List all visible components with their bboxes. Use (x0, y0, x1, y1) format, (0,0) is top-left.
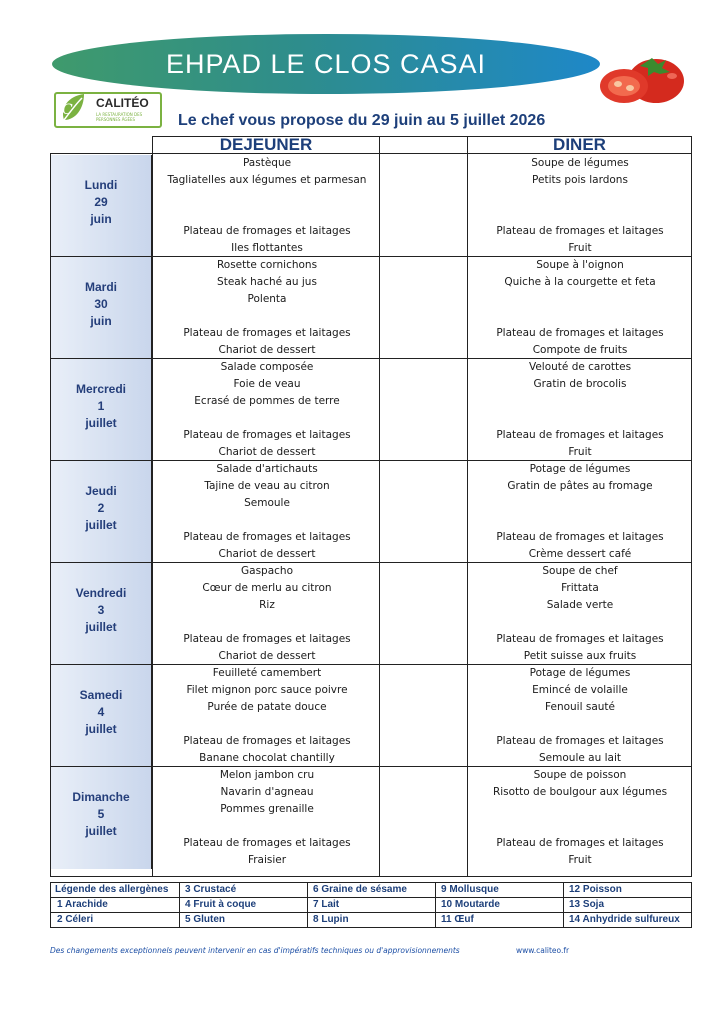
lunch-dish: Pastèque (242, 157, 292, 169)
dinner-header: DINER (553, 135, 606, 154)
svg-text:C: C (62, 102, 73, 118)
day-label (51, 767, 152, 869)
day-month: juillet (85, 722, 117, 736)
day-row (51, 767, 691, 869)
dinner-dish: Quiche à la courgette et feta (504, 276, 656, 288)
dinner-dish: Gratin de brocolis (533, 378, 627, 390)
day-name: Vendredi (75, 586, 127, 600)
dinner-dish: Soupe à l'oignon (536, 259, 624, 271)
dinner-dish: Gratin de pâtes au fromage (507, 480, 653, 492)
allergen-item: 10 Moutarde (441, 899, 500, 910)
dinner-dish: Fenouil sauté (545, 701, 615, 713)
allergen-item: 2 Céleri (57, 914, 94, 925)
day-num: 1 (97, 399, 105, 413)
dinner-dish: Soupe de chef (542, 565, 618, 577)
day-num: 2 (97, 501, 105, 515)
leaf-icon (56, 90, 92, 126)
day-label (51, 155, 152, 256)
day-month: juillet (85, 620, 117, 634)
dinner-dish: Plateau de fromages et laitages (496, 633, 664, 645)
footer-note: Des changements exceptionnels peuvent intervenir en cas d'impératifs techniques ou d'approvisionnements (50, 946, 460, 955)
day-row (51, 461, 691, 563)
dinner-dish: Velouté de carottes (528, 361, 632, 373)
column-divider (691, 136, 692, 876)
allergen-legend (50, 882, 692, 928)
lunch-dish: Filet mignon porc sauce poivre (186, 684, 348, 696)
lunch-dish: Melon jambon cru (219, 769, 315, 781)
lunch-dish: Chariot de dessert (218, 548, 316, 560)
day-month: juin (90, 314, 112, 328)
dinner-dish: Plateau de fromages et laitages (496, 225, 664, 237)
allergen-item: 12 Poisson (569, 884, 622, 895)
dinner-dish: Plateau de fromages et laitages (496, 429, 664, 441)
dinner-dish: Potage de légumes (529, 667, 631, 679)
lunch-dish: Salade composée (220, 361, 314, 373)
dinner-dish: Plateau de fromages et laitages (496, 327, 664, 339)
lunch-dish: Banane chocolat chantilly (199, 752, 335, 764)
dinner-dish: Crème dessert café (528, 548, 632, 560)
allergen-item: 14 Anhydride sulfureux (569, 914, 680, 925)
lunch-dish: Foie de veau (233, 378, 301, 390)
lunch-dish: Gaspacho (241, 565, 293, 577)
lunch-dish: Iles flottantes (231, 242, 303, 254)
allergen-item: 9 Mollusque (441, 884, 499, 895)
lunch-dish: Chariot de dessert (218, 344, 316, 356)
lunch-dish: Plateau de fromages et laitages (183, 327, 351, 339)
lunch-dish: Plateau de fromages et laitages (183, 225, 351, 237)
day-month: juillet (85, 518, 117, 532)
allergen-item: 6 Graine de sésame (313, 884, 407, 895)
lunch-dish: Feuilleté camembert (212, 667, 322, 679)
allergen-item: 4 Fruit à coque (185, 899, 257, 910)
legend-divider (563, 883, 564, 927)
column-divider (379, 136, 380, 876)
day-row (51, 665, 691, 767)
day-num: 30 (94, 297, 108, 311)
day-label (51, 359, 152, 460)
lunch-dish: Polenta (247, 293, 287, 305)
allergen-item: 11 Œuf (441, 914, 474, 925)
column-divider (152, 136, 153, 876)
day-row (51, 563, 691, 665)
dinner-dish: Semoule au lait (539, 752, 621, 764)
dinner-dish: Fruit (568, 854, 592, 866)
legend-divider (179, 883, 180, 927)
dinner-dish: Soupe de légumes (531, 157, 629, 169)
day-month: juin (90, 212, 112, 226)
lunch-header: DEJEUNER (219, 135, 313, 154)
lunch-dish: Plateau de fromages et laitages (183, 633, 351, 645)
lunch-dish: Chariot de dessert (218, 446, 316, 458)
allergen-item: 7 Lait (313, 899, 340, 910)
lunch-dish: Rosette cornichons (216, 259, 318, 271)
lunch-dish: Chariot de dessert (218, 650, 316, 662)
day-name: Samedi (79, 688, 123, 702)
lunch-dish: Plateau de fromages et laitages (183, 735, 351, 747)
legend-divider (307, 883, 308, 927)
allergen-item: 8 Lupin (313, 914, 349, 925)
day-label (51, 665, 152, 766)
day-name: Dimanche (72, 790, 130, 804)
dinner-dish: Compote de fruits (532, 344, 628, 356)
lunch-dish: Riz (259, 599, 275, 611)
day-num: 29 (94, 195, 108, 209)
column-divider (467, 136, 468, 876)
lunch-dish: Plateau de fromages et laitages (183, 837, 351, 849)
lunch-dish: Salade d'artichauts (216, 463, 318, 475)
day-name: Mercredi (75, 382, 127, 396)
allergen-item: 13 Soja (569, 899, 605, 910)
lunch-dish: Cœur de merlu au citron (202, 582, 332, 594)
allergen-item: 1 Arachide (57, 899, 108, 910)
lunch-dish: Plateau de fromages et laitages (183, 429, 351, 441)
logo-tagline: LA RESTAURATION DES PERSONNES ÂGÉES (96, 112, 143, 122)
legend-title: Légende des allergènes (55, 884, 169, 895)
footer-website[interactable]: www.caliteo.fr (516, 946, 570, 955)
day-name: Mardi (84, 280, 117, 294)
day-name: Jeudi (85, 484, 117, 498)
allergen-item: 5 Gluten (185, 914, 226, 925)
lunch-dish: Steak haché au jus (217, 276, 317, 288)
lunch-dish: Fraisier (247, 854, 287, 866)
dinner-dish: Plateau de fromages et laitages (496, 531, 664, 543)
dinner-dish: Risotto de boulgour aux légumes (492, 786, 668, 798)
tomato-icon (594, 48, 690, 108)
day-row (51, 359, 691, 461)
day-num: 4 (97, 705, 105, 719)
dinner-dish: Plateau de fromages et laitages (496, 735, 664, 747)
lunch-dish: Tajine de veau au citron (204, 480, 330, 492)
menu-table (50, 153, 692, 877)
day-row (51, 155, 691, 257)
day-month: juillet (85, 824, 117, 838)
dinner-dish: Salade verte (546, 599, 614, 611)
day-label (51, 257, 152, 358)
lunch-dish: Semoule (244, 497, 290, 509)
dinner-dish: Petit suisse aux fruits (523, 650, 637, 662)
lunch-dish: Navarin d'agneau (220, 786, 314, 798)
dinner-dish: Petits pois lardons (532, 174, 628, 186)
dinner-dish: Fruit (568, 242, 592, 254)
lunch-dish: Ecrasé de pommes de terre (194, 395, 340, 407)
day-name: Lundi (84, 178, 118, 192)
lunch-dish: Plateau de fromages et laitages (183, 531, 351, 543)
logo-text: CALITÉO (96, 96, 149, 110)
allergen-item: 3 Crustacé (185, 884, 237, 895)
menu-period: Le chef vous propose du 29 juin au 5 juillet 2026 (178, 112, 546, 129)
day-num: 5 (97, 807, 105, 821)
dinner-dish: Frittata (561, 582, 599, 594)
day-label (51, 563, 152, 664)
lunch-dish: Pommes grenaille (220, 803, 314, 815)
dinner-dish: Potage de légumes (529, 463, 631, 475)
day-label (51, 461, 152, 562)
day-num: 3 (97, 603, 105, 617)
dinner-dish: Plateau de fromages et laitages (496, 837, 664, 849)
legend-divider (435, 883, 436, 927)
page-title: EHPAD LE CLOS CASAI (165, 48, 487, 79)
day-row (51, 257, 691, 359)
day-month: juillet (85, 416, 117, 430)
lunch-dish: Tagliatelles aux légumes et parmesan (167, 174, 367, 186)
dinner-dish: Soupe de poisson (533, 769, 627, 781)
dinner-dish: Fruit (568, 446, 592, 458)
dinner-dish: Emincé de volaille (532, 684, 628, 696)
lunch-dish: Purée de patate douce (207, 701, 327, 713)
